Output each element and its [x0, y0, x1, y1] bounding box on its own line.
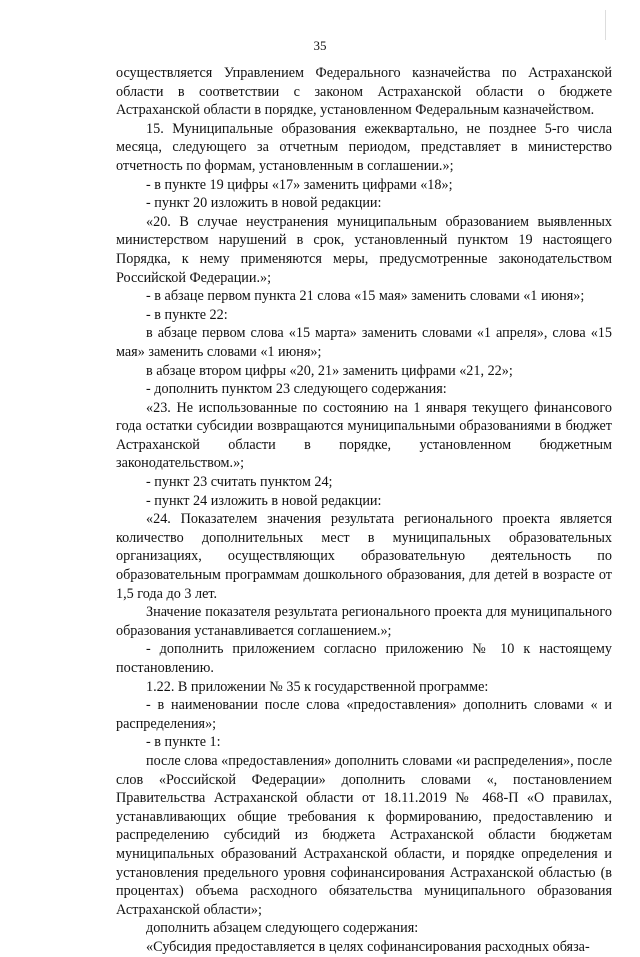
paragraph-20: после слова «предоставления» дополнить словами «и распределения», после слов «Российской Федерации» дополнить словами «, постановлением Правительства Астраханской области от 18.11.2019 № 468-П «О правилах, устанавливающих общие требования к формированию, предоставлению и распределению субсидий из бюджета Астраханской области бюджетам муниципальных образований Астраханской области, и порядке определения и установления предельного уровня софинансирования Астраханской областью (в процентах) объема расходного обязательства муниципального образования Астраханской области»;: [116, 752, 612, 918]
paragraph-5: «20. В случае неустранения муниципальным образованием выявленных министерством нарушений в срок, установленный пунктом 19 настоящего Порядка, к нему применяются меры, предусмотренные законодательством Российской Федерации.»;: [116, 213, 612, 286]
scan-artifact-line: [605, 10, 606, 40]
paragraph-6: - в абзаце первом пункта 21 слова «15 мая» заменить словами «1 июня»;: [146, 288, 585, 305]
paragraph-19: - в пункте 1:: [146, 734, 221, 751]
paragraph-16: - дополнить приложением согласно приложению № 10 к настоящему постановлению.: [116, 641, 612, 676]
paragraph-10: - дополнить пунктом 23 следующего содержания:: [146, 381, 447, 398]
page-number: 35: [313, 38, 327, 53]
paragraph-18: - в наименовании после слова «предоставления» дополнить словами « и распределения»;: [116, 697, 612, 732]
paragraph-8: в абзаце первом слова «15 марта» заменить словами «1 апреля», слова «15 мая» заменить словами «1 июня»;: [116, 325, 612, 360]
paragraph-15: Значение показателя результата регионального проекта для муниципального образования устанавливается соглашением.»;: [116, 604, 612, 639]
paragraph-11: «23. Не использованные по состоянию на 1 января текущего финансового года остатки субсидии возвращаются муниципальными образованиями в бюджет Астраханской области в порядке, установленном бюджетным законодательством.»;: [116, 399, 612, 472]
paragraph-13: - пункт 24 изложить в новой редакции:: [146, 492, 382, 509]
paragraph-14: «24. Показателем значения результата регионального проекта является количество дополнительных мест в муниципальных образовательных организациях, осуществляющих образовательную деятельность по образовательным программам дошкольного образования, для детей в возрасте от 1,5 года до 3 лет.: [116, 511, 612, 602]
paragraph-17: 1.22. В приложении № 35 к государственной программе:: [146, 678, 489, 695]
paragraph-21: дополнить абзацем следующего содержания:: [146, 920, 419, 937]
paragraph-1: осуществляется Управлением Федерального казначейства по Астраханской области в соответствии с законом Астраханской области о бюджете Астраханской области в порядке, установленном Федеральным казначейством.: [116, 65, 612, 119]
document-body: [116, 64, 612, 957]
paragraph-9: в абзаце втором цифры «20, 21» заменить цифрами «21, 22»;: [146, 362, 513, 379]
paragraph-22: «Субсидия предоставляется в целях софинансирования расходных обяза-: [146, 938, 590, 955]
paragraph-3: - в пункте 19 цифры «17» заменить цифрами «18»;: [146, 176, 453, 193]
paragraph-12: - пункт 23 считать пунктом 24;: [146, 474, 333, 491]
paragraph-4: - пункт 20 изложить в новой редакции:: [146, 195, 382, 212]
paragraph-2: 15. Муниципальные образования ежеквартально, не позднее 5-го числа месяца, следующего за отчетным периодом, представляет в министерство отчетность по формам, установленным в соглашении.»;: [116, 120, 612, 174]
paragraph-7: - в пункте 22:: [146, 306, 228, 323]
